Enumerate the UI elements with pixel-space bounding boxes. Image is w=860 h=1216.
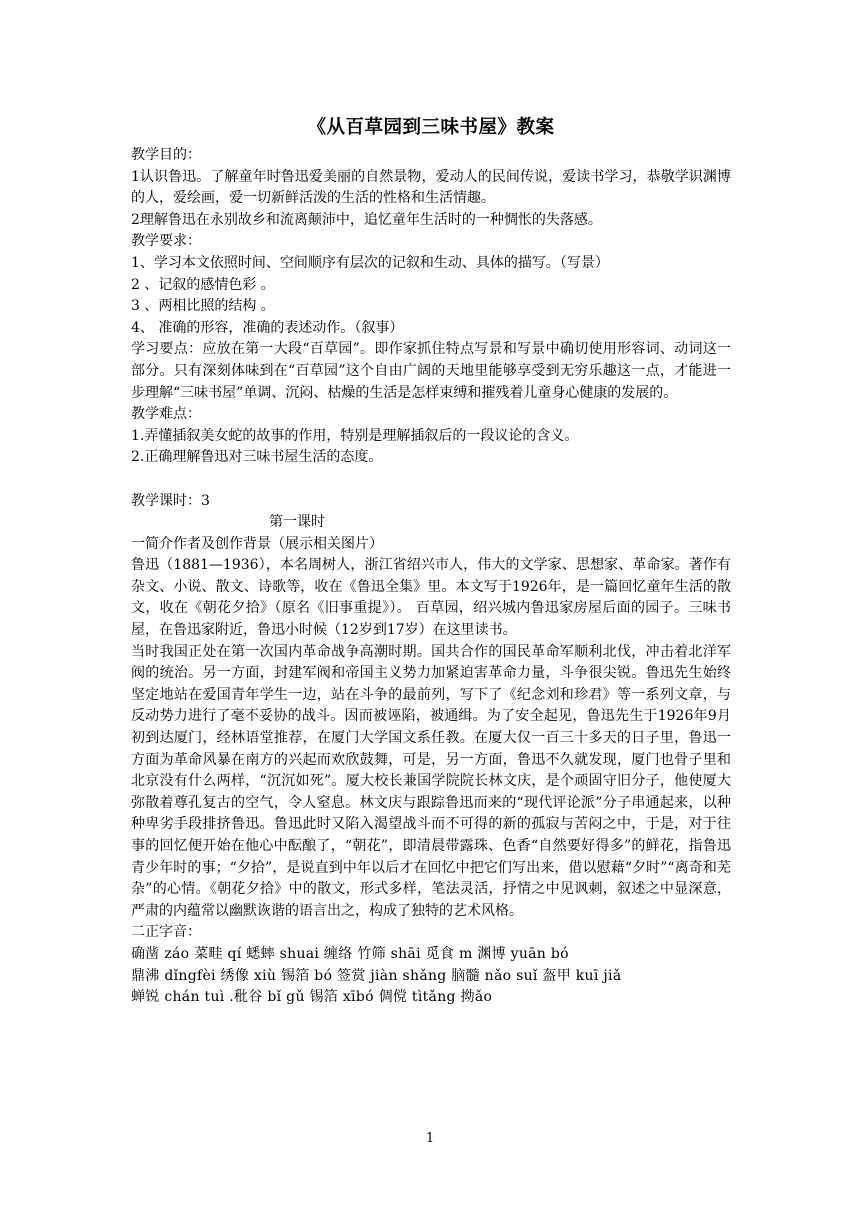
blank-line (131, 469, 731, 491)
teaching-goals-heading: 教学目的： (131, 147, 201, 163)
pinyin-line-2: 鼎沸 dǐngfèi 绣像 xiù 锡箔 bó 签赏 jiàn shǎng 脑髓 nǎo suǐ 盔甲 kuī jiǎ (131, 967, 622, 984)
teaching-goal-2: 2理解鲁迅在永别故乡和流离颠沛中，追忆童年生活时的一种惆怅的失落感。 (131, 211, 602, 228)
difficulty-2: 2.正确理解鲁迅对三味书屋生活的态度。 (131, 449, 383, 466)
pinyin-line-3: 蝉锐 chán tuì .秕谷 bǐ gǔ 锡箔 xībó 倜傥 tìtǎng 拗ǎo (131, 989, 493, 1006)
first-lesson-heading: 第一课时 (269, 514, 325, 531)
section2-heading: 二正字音： (131, 924, 201, 941)
section1-heading: 一简介作者及创作背景（展示相关图片） (131, 535, 383, 552)
document-title: 《从百草园到三味书屋》教案 (307, 117, 555, 138)
requirement-1: 1、学习本文依照时间、空间顺序有层次的记叙和生动、具体的描写。（写景） (131, 254, 609, 271)
teaching-difficulties-heading: 教学难点： (131, 406, 201, 423)
learning-key-points: 学习要点：应放在第一大段“百草园”。即作家抓住特点写景和写景中确切使用形容词、动词这一部分。只有深刻体味到在“百草园”这个自由广阔的天地里能够享受到无穷乐趣这一点，才能进一步理解“三味书屋”单调、沉闷、枯燥的生活是怎样束缚和摧残着儿童身心健康的发展的。 (131, 341, 731, 401)
pinyin-line-1: 确凿 záo 菜畦 qí 蟋蟀 shuai 缠络 竹筛 shāi 觅食 m 渊博 yuān bó (131, 945, 569, 962)
page-number: 1 (425, 1131, 435, 1146)
teaching-goal-1: 1认识鲁迅。了解童年时鲁迅爱美丽的自然景物，爱动人的民间传说，爱读书学习，恭敬学识渊博的人，爱绘画，爱一切新鲜活泼的生活的性格和生活情趣。 (131, 168, 731, 207)
background-paragraph: 当时我国正处在第一次国内革命战争高潮时期。国共合作的国民革命军顺利北伐，冲击着北洋军阀的统治。另一方面，封建军阀和帝国主义势力加紧迫害革命力量，斗争很尖锐。鲁迅先生始终坚定地站在爱国青年学生一边，站在斗争的最前列，写下了《纪念刘和珍君》等一系列文章，与反动势力进行了毫不妥协的战斗。因而被诬陷，被通缉。为了安全起见，鲁迅先生于1926年9月初到达厦门，经林语堂推荐，在厦门大学国文系任教。在厦大仅一百三十多天的日子里，鲁迅一方面为革命风暴在南方的兴起而欢欣鼓舞，可是，另一方面，鲁迅不久就发现，厦门也骨子里和北京没有什么两样，“沉沉如死”。厦大校长兼国学院院长林文庆，是个顽固守旧分子，他使厦大弥散着尊孔复古的空气，令人窒息。林文庆与跟踪鲁迅而来的“现代评论派”分子串通起来，以种种卑劣手段排挤鲁迅。鲁迅此时又陷入渴望战斗而不可得的新的孤寂与苦闷之中，于是，对于往事的回忆便开始在他心中酝酿了，“朝花”，即清晨带露珠、色香“自然要好得多”的鲜花，指鲁迅青少年时的事；“夕拾”，是说直到中年以后才在回忆中把它们写出来，借以慰藉“夕时”“离奇和芜杂”的心情。《朝花夕拾》中的散文，形式多样，笔法灵活，抒情之中见讽刺，叙述之中显深意，严肃的内蕴常以幽默诙谐的语言出之，构成了独特的艺术风格。 (131, 643, 731, 919)
difficulty-1: 1.弄懂插叙美女蛇的故事的作用，特别是理解插叙后的一段议论的含义。 (131, 427, 579, 444)
document-page (131, 117, 731, 1009)
author-intro-paragraph: 鲁迅（1881—1936），本名周树人，浙江省绍兴市人，伟大的文学家、思想家、革命家。著作有杂文、小说、散文、诗歌等，收在《鲁迅全集》里。本文写于1926年，是一篇回忆童年生活的散文，收在《朝花夕拾》（原名《旧事重提》）。 百草园，绍兴城内鲁迅家房屋后面的园子。三味书屋，在鲁迅家附近，鲁迅小时候（12岁到17岁）在这里读书。 (131, 557, 731, 639)
teaching-requirements-heading: 教学要求： (131, 233, 201, 250)
lesson-hours: 教学课时：3 (131, 492, 210, 509)
requirement-4: 4、 准确的形容，准确的表述动作。（叙事） (131, 319, 404, 336)
requirement-3: 3 、两相比照的结构 。 (131, 298, 275, 315)
requirement-2: 2 、记叙的感情色彩 。 (131, 276, 275, 293)
